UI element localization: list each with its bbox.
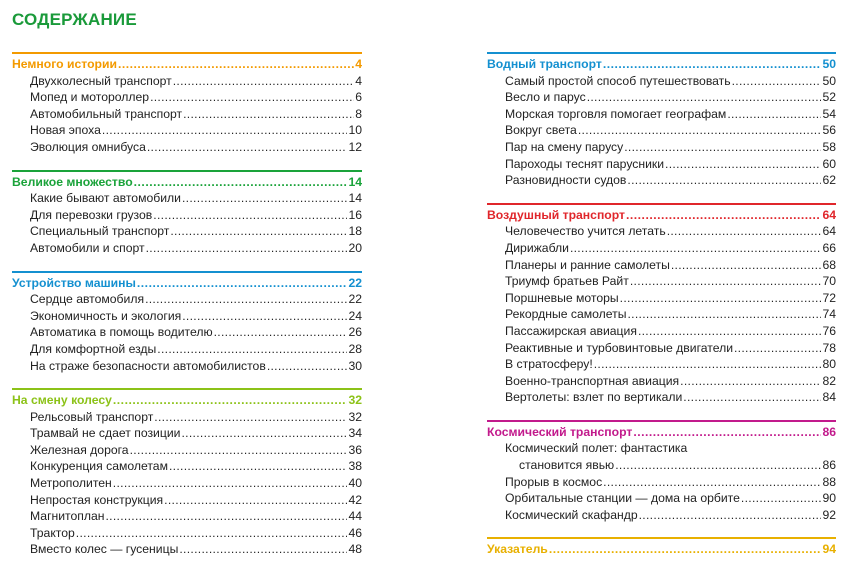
toc-entry-title: Экономичность и экология (30, 308, 182, 323)
toc-heading-page: 86 (822, 424, 836, 439)
toc-entry-title: Автоматика в помощь водителю (30, 325, 213, 340)
toc-entry-page: 44 (348, 509, 362, 524)
toc-entry-page: 48 (348, 542, 362, 557)
toc-entry-title: Человечество учится летать (505, 224, 666, 239)
dot-leader (741, 490, 822, 507)
toc-entry-page: 66 (822, 240, 836, 255)
toc-entry-title: Орбитальные станции — дома на орбите (505, 491, 740, 506)
section-color-bar (12, 388, 362, 390)
dot-leader (570, 240, 822, 257)
toc-entry[interactable] (30, 508, 362, 525)
dot-leader (549, 541, 822, 558)
toc-entry[interactable] (30, 240, 362, 257)
toc-entry[interactable] (505, 440, 836, 457)
toc-entry-title: Новая эпоха (30, 123, 101, 138)
toc-entry-title: Морская торговля помогает географам (505, 106, 727, 121)
dot-leader (130, 442, 348, 459)
toc-entry[interactable] (505, 290, 836, 307)
toc-heading[interactable] (12, 56, 362, 73)
toc-entry-page: 58 (822, 139, 836, 154)
dot-leader (134, 174, 348, 191)
toc-entry-title: Пароходы теснят парусники (505, 156, 665, 171)
toc-entry-title: На страже безопасности автомобилистов (30, 358, 266, 373)
toc-entry-title: Специальный транспорт (30, 224, 170, 239)
toc-entry-title: Сердце автомобиля (30, 292, 145, 307)
toc-entry-page: 82 (822, 373, 836, 388)
toc-entry-page: 22 (348, 292, 362, 307)
toc-entry-page: 10 (348, 123, 362, 138)
toc-entry[interactable] (30, 106, 362, 123)
toc-section-космический-транспорт (487, 424, 836, 524)
toc-entry-title: Конкуренция самолетам (30, 459, 168, 474)
toc-entry[interactable] (30, 190, 362, 207)
toc-entry-title: Железная дорога (30, 442, 129, 457)
toc-entry-page: 6 (355, 90, 362, 105)
toc-entry-page: 56 (822, 123, 836, 138)
toc-entry-page: 18 (348, 224, 362, 239)
toc-entry[interactable] (505, 389, 836, 406)
toc-entry-title: Рельсовый транспорт (30, 409, 154, 424)
dot-leader (633, 424, 821, 441)
toc-entry[interactable] (505, 73, 836, 90)
toc-entry-page: 30 (348, 358, 362, 373)
dot-leader (615, 457, 821, 474)
toc-entry-title: Автомобили и спорт (30, 240, 145, 255)
dot-leader (727, 106, 821, 123)
toc-heading[interactable] (12, 392, 362, 409)
toc-entry-title: Космический полет: фантастика (505, 441, 688, 456)
toc-entry-page: 24 (348, 308, 362, 323)
toc-entry-page: 70 (822, 274, 836, 289)
toc-entry-page: 78 (822, 340, 836, 355)
toc-entry-page: 26 (348, 325, 362, 340)
toc-entry[interactable] (505, 273, 836, 290)
toc-entry-page: 80 (822, 357, 836, 372)
toc-section-указатель (487, 541, 836, 558)
toc-heading-title: Устройство машины (12, 275, 136, 290)
toc-entry-title: Вертолеты: взлет по вертикали (505, 390, 683, 405)
toc-heading-title: Космический транспорт (487, 424, 633, 439)
toc-entry[interactable] (505, 356, 836, 373)
toc-entry[interactable] (30, 89, 362, 106)
toc-entry-page: 64 (822, 224, 836, 239)
toc-entry-page: 54 (822, 106, 836, 121)
toc-entry[interactable] (30, 358, 362, 375)
toc-entry[interactable] (505, 240, 836, 257)
toc-entry-page: 20 (348, 240, 362, 255)
section-color-bar (12, 52, 362, 54)
dot-leader (267, 358, 348, 375)
toc-entry-title: Весло и парус (505, 90, 586, 105)
toc-entry[interactable] (519, 457, 836, 474)
toc-entry[interactable] (505, 223, 836, 240)
dot-leader (732, 73, 822, 90)
toc-entry-title: Для перевозки грузов (30, 207, 153, 222)
toc-entry-page: 76 (822, 323, 836, 338)
toc-heading-page: 4 (355, 57, 362, 71)
toc-entry-title: Пассажирская авиация (505, 323, 637, 338)
section-color-bar (487, 420, 836, 422)
toc-heading-title: На смену колесу (12, 393, 112, 408)
toc-entry-title: Самый простой способ путешествовать (505, 73, 731, 88)
toc-entry-page: 16 (348, 207, 362, 222)
dot-leader (137, 275, 348, 292)
section-color-bar (12, 170, 362, 172)
toc-entry[interactable] (30, 291, 362, 308)
dot-leader (118, 56, 354, 73)
toc-heading-page: 50 (822, 57, 836, 71)
section-color-bar (487, 203, 836, 205)
toc-section-немного-истории (12, 56, 362, 156)
toc-heading-title: Указатель (487, 542, 548, 557)
toc-entry-page: 36 (348, 442, 362, 457)
toc-entry-title: Эволюция омнибуса (30, 139, 146, 154)
dot-leader (154, 409, 347, 426)
toc-entry-page: 60 (822, 156, 836, 171)
dot-leader (665, 156, 821, 173)
section-color-bar (487, 537, 836, 539)
toc-heading-page: 32 (348, 393, 362, 408)
dot-leader (102, 122, 348, 139)
toc-entry-page: 12 (348, 139, 362, 154)
toc-entry[interactable] (30, 541, 362, 558)
dot-leader (626, 207, 821, 224)
toc-entry[interactable] (30, 525, 362, 542)
dot-leader (667, 223, 822, 240)
dot-leader (620, 290, 822, 307)
toc-entry-page: 90 (822, 491, 836, 506)
toc-entry[interactable] (505, 474, 836, 491)
toc-entry-page: 84 (822, 390, 836, 405)
toc-entry-page: 8 (355, 106, 362, 121)
toc-entry[interactable] (505, 122, 836, 139)
toc-entry-title: Дирижабли (505, 240, 569, 255)
toc-entry-page: 4 (355, 73, 362, 88)
toc-entry[interactable] (30, 324, 362, 341)
dot-leader (683, 389, 821, 406)
dot-leader (603, 56, 822, 73)
toc-entry-title: Поршневые моторы (505, 290, 619, 305)
toc-entry[interactable] (505, 257, 836, 274)
dot-leader (594, 356, 822, 373)
toc-entry-page: 46 (348, 525, 362, 540)
toc-entry-page: 34 (348, 426, 362, 441)
section-color-bar (12, 271, 362, 273)
dot-leader (113, 475, 348, 492)
toc-entry[interactable] (505, 139, 836, 156)
dot-leader (147, 139, 348, 156)
toc-section-великое-множество (12, 174, 362, 257)
toc-heading-page: 94 (822, 542, 836, 557)
dot-leader (603, 474, 821, 491)
dot-leader (153, 207, 347, 224)
toc-entry-title: Трамвай не сдает позиции (30, 426, 181, 441)
toc-entry-title: Непростая конструкция (30, 492, 164, 507)
toc-entry[interactable] (505, 156, 836, 173)
toc-entry[interactable] (505, 106, 836, 123)
toc-entry[interactable] (30, 492, 362, 509)
toc-entry-page: 14 (348, 191, 362, 206)
dot-leader (164, 492, 347, 509)
toc-entry-title: Вокруг света (505, 123, 577, 138)
toc-entry-title: становится явью (519, 458, 615, 473)
dot-leader (173, 73, 354, 90)
toc-section-воздушный-транспорт (487, 207, 836, 406)
dot-leader (106, 508, 348, 525)
toc-entry-page: 62 (822, 173, 836, 188)
dot-leader (578, 122, 822, 139)
toc-entry[interactable] (505, 373, 836, 390)
toc-entry-title: Пар на смену парусу (505, 139, 624, 154)
toc-heading-page: 14 (348, 174, 362, 189)
toc-entry-title: Метрополитен (30, 476, 112, 491)
page-title: СОДЕРЖАНИЕ (12, 10, 137, 29)
dot-leader (181, 425, 347, 442)
dot-leader (157, 341, 347, 358)
toc-left-column (12, 56, 362, 558)
toc-entry-title: Вместо колес — гусеницы (30, 542, 179, 557)
toc-entry[interactable] (30, 308, 362, 325)
dot-leader (170, 223, 347, 240)
toc-entry[interactable] (505, 306, 836, 323)
toc-entry[interactable] (505, 490, 836, 507)
dot-leader (671, 257, 822, 274)
toc-entry-title: Военно-транспортная авиация (505, 373, 680, 388)
toc-heading[interactable] (12, 275, 362, 292)
dot-leader (182, 190, 347, 207)
toc-entry[interactable] (30, 458, 362, 475)
toc-entry-title: Автомобильный транспорт (30, 106, 183, 121)
toc-entry-title: Какие бывают автомобили (30, 191, 181, 206)
toc-entry[interactable] (30, 223, 362, 240)
dot-leader (630, 273, 822, 290)
dot-leader (587, 89, 822, 106)
dot-leader (145, 291, 347, 308)
toc-entry[interactable] (30, 122, 362, 139)
toc-entry[interactable] (30, 73, 362, 90)
toc-entry-page: 72 (822, 290, 836, 305)
toc-entry-title: Для комфортной езды (30, 341, 157, 356)
toc-entry-title: Мопед и мотороллер (30, 90, 150, 105)
toc-section-на-смену-колесу (12, 392, 362, 558)
toc-section-устройство-машины (12, 275, 362, 375)
toc-section-водный-транспорт (487, 56, 836, 189)
toc-entry-title: Планеры и ранние самолеты (505, 257, 670, 272)
toc-heading-page: 22 (348, 275, 362, 290)
toc-entry[interactable] (30, 207, 362, 224)
dot-leader (627, 306, 821, 323)
toc-entry-page: 92 (822, 507, 836, 522)
toc-entry-title: В стратосферу! (505, 357, 593, 372)
toc-entry[interactable] (30, 409, 362, 426)
toc-heading[interactable] (12, 174, 362, 191)
dot-leader (638, 323, 822, 340)
toc-entry-page: 52 (822, 90, 836, 105)
toc-entry-page: 28 (348, 341, 362, 356)
toc-entry-page: 68 (822, 257, 836, 272)
dot-leader (214, 324, 348, 341)
toc-heading-title: Великое множество (12, 174, 133, 189)
toc-entry-title: Двухколесный транспорт (30, 73, 172, 88)
dot-leader (179, 541, 347, 558)
dot-leader (680, 373, 821, 390)
dot-leader (734, 340, 821, 357)
toc-heading[interactable] (487, 541, 836, 558)
toc-heading-page: 64 (822, 207, 836, 222)
dot-leader (182, 308, 347, 325)
toc-entry[interactable] (30, 425, 362, 442)
toc-entry[interactable] (505, 507, 836, 524)
toc-heading-title: Воздушный транспорт (487, 207, 626, 222)
toc-heading[interactable] (487, 56, 836, 73)
dot-leader (76, 525, 348, 542)
toc-entry-title: Разновидности судов (505, 173, 627, 188)
toc-entry[interactable] (30, 442, 362, 459)
toc-entry-title: Триумф братьев Райт (505, 274, 629, 289)
toc-heading[interactable] (487, 207, 836, 224)
toc-entry-title: Трактор (30, 525, 75, 540)
dot-leader (624, 139, 821, 156)
toc-entry[interactable] (30, 139, 362, 156)
toc-heading-title: Водный транспорт (487, 57, 602, 71)
section-color-bar (487, 52, 836, 54)
toc-entry-page: 50 (822, 73, 836, 88)
toc-entry-page: 32 (348, 409, 362, 424)
dot-leader (639, 507, 822, 524)
toc-entry[interactable] (505, 323, 836, 340)
toc-entry-page: 40 (348, 476, 362, 491)
toc-entry[interactable] (505, 172, 836, 189)
dot-leader (150, 89, 354, 106)
toc-heading[interactable] (487, 424, 836, 441)
toc-entry-page: 86 (822, 458, 836, 473)
toc-entry-title: Космический скафандр (505, 507, 638, 522)
toc-heading-title: Немного истории (12, 57, 117, 71)
dot-leader (627, 172, 821, 189)
toc-entry-title: Прорыв в космос (505, 474, 603, 489)
toc-right-column (487, 56, 836, 558)
toc-entry[interactable] (505, 340, 836, 357)
toc-entry-title: Магнитоплан (30, 509, 105, 524)
toc-entry[interactable] (505, 89, 836, 106)
toc-entry-page: 38 (348, 459, 362, 474)
toc-entry[interactable] (30, 341, 362, 358)
toc-entry-title: Рекордные самолеты (505, 307, 627, 322)
dot-leader (183, 106, 354, 123)
toc-entry-page: 42 (348, 492, 362, 507)
dot-leader (169, 458, 347, 475)
dot-leader (146, 240, 348, 257)
toc-entry[interactable] (30, 475, 362, 492)
toc-entry-page: 74 (822, 307, 836, 322)
toc-entry-title: Реактивные и турбовинтовые двигатели (505, 340, 733, 355)
dot-leader (113, 392, 348, 409)
toc-entry-page: 88 (822, 474, 836, 489)
